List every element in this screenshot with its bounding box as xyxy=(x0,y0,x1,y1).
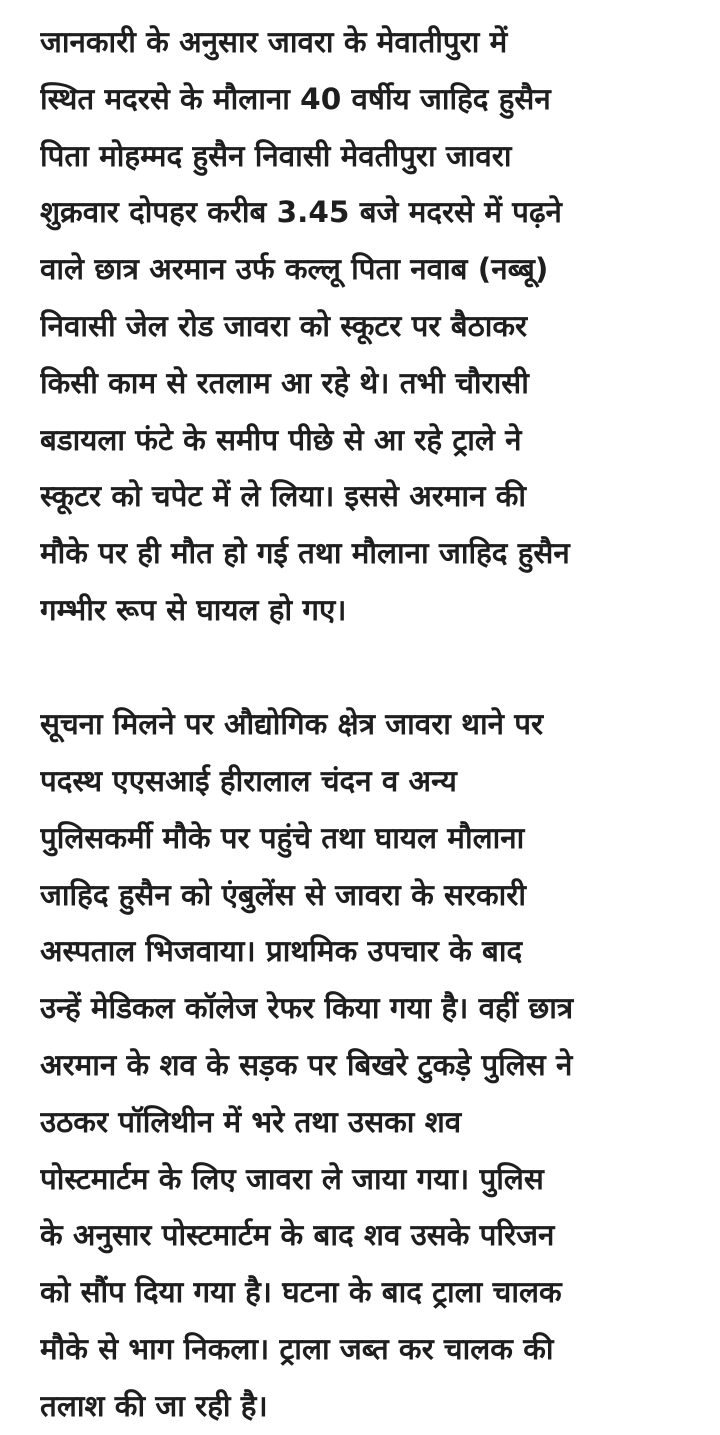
paragraph-line: जाहिद हुसैन को एंबुलेंस से जावरा के सरकारी xyxy=(40,877,527,912)
paragraph-line: उन्हें मेडिकल कॉलेज रेफर किया गया है। वहीं छात्र xyxy=(40,991,574,1026)
paragraph-line: को सौंप दिया गया है। घटना के बाद ट्राला चालक xyxy=(40,1275,562,1310)
paragraph-line: मौके पर ही मौत हो गई तथा मौलाना जाहिद हुसैन xyxy=(40,536,570,571)
paragraph-line: तलाश की जा रही है। xyxy=(40,1388,268,1423)
paragraph-line: जानकारी के अनुसार जावरा के मेवातीपुरा में xyxy=(40,25,508,59)
paragraph-line: गम्भीर रूप से घायल हो गए। xyxy=(40,592,347,627)
paragraph-line: पुलिसकर्मी मौके पर पहुंचे तथा घायल मौलाना xyxy=(40,820,525,855)
paragraph-line: उठकर पॉलिथीन में भरे तथा उसका शव xyxy=(40,1104,462,1139)
paragraph-line: स्कूटर को चपेट में ले लिया। इससे अरमान की xyxy=(40,479,527,514)
paragraph-spacer xyxy=(40,639,708,697)
paragraph-line: वाले छात्र अरमान उर्फ कल्लू पिता नवाब (नब्बू) xyxy=(40,252,549,287)
article-body xyxy=(40,14,708,1435)
paragraph-line: सूचना मिलने पर औद्योगिक क्षेत्र जावरा थाने पर xyxy=(40,707,544,742)
paragraph-line: अस्पताल भिजवाया। प्राथमिक उपचार के बाद xyxy=(40,934,523,969)
paragraph-line: निवासी जेल रोड जावरा को स्कूटर पर बैठाकर xyxy=(40,308,528,343)
paragraph-line: मौके से भाग निकला। ट्राला जब्त कर चालक की xyxy=(40,1332,554,1367)
paragraph-line: स्थित मदरसे के मौलाना 40 वर्षीय जाहिद हुसैन xyxy=(40,81,551,116)
article-paragraph-1 xyxy=(40,14,708,639)
paragraph-line: किसी काम से रतलाम आ रहे थे। तभी चौरासी xyxy=(40,365,529,400)
paragraph-line: अरमान के शव के सड़क पर बिखरे टुकड़े पुलिस ने xyxy=(40,1048,573,1083)
article-paragraph-2 xyxy=(40,696,708,1434)
paragraph-line: के अनुसार पोस्टमार्टम के बाद शव उसके परिजन xyxy=(40,1218,555,1253)
paragraph-line: बडायला फंटे के समीप पीछे से आ रहे ट्राले ने xyxy=(40,422,522,457)
paragraph-line: पिता मोहम्मद हुसैन निवासी मेवतीपुरा जावरा xyxy=(40,138,512,173)
paragraph-line: पोस्टमार्टम के लिए जावरा ले जाया गया। पुलिस xyxy=(40,1161,544,1196)
paragraph-line: पदस्थ एएसआई हीरालाल चंदन व अन्य xyxy=(40,764,457,799)
paragraph-line: शुक्रवार दोपहर करीब 3.45 बजे मदरसे में पढ़ने xyxy=(40,195,562,230)
